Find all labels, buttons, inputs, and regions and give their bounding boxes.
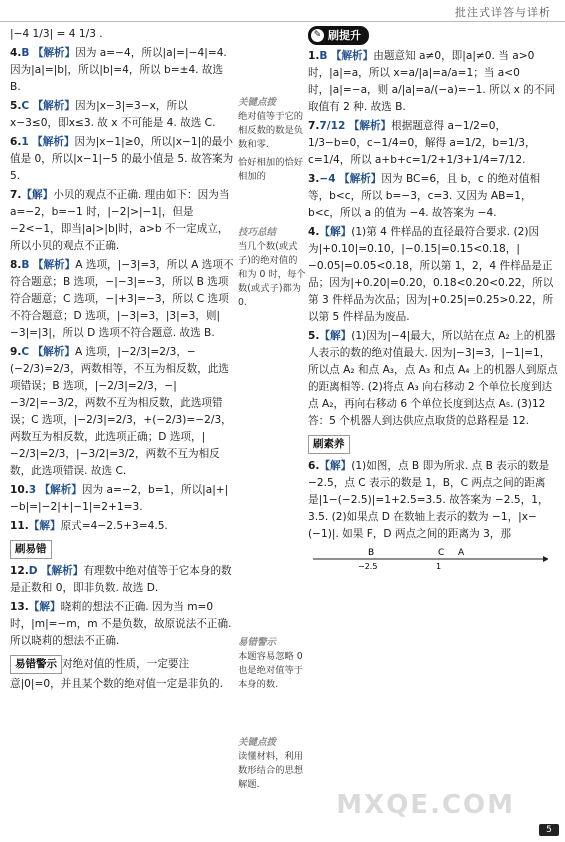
left-item (10, 257, 235, 342)
item-text: (1)第 4 件样品的直径最符合要求. (2)因为|+0.10|=0.10，|−0.15|=0.15<0.18，|−0.05|=0.05<0.18，所以第 1，2，4 件样品是正品；因为|+0.20|=0.20，0.18<0.20<0.22，所以第 3 件样品为次品；因为|+0.25|=0.25>0.22，所以第 5 件样品为废品. (308, 226, 554, 323)
item-tag: 【解】 (319, 460, 352, 472)
right-item (308, 171, 558, 222)
item-tag: 【解】 (319, 330, 352, 342)
item-text: 因为|x−3|=3−x，所以 x−3≤0，即x≤3. 故 x 不可能是 4. 故选 C. (10, 100, 216, 129)
item-number: 4. (10, 47, 22, 59)
item-tag: 【解析】 (39, 484, 82, 496)
item-tag: 【解析】 (32, 259, 76, 271)
left-item (10, 187, 235, 255)
badge-label: 刷提升 (328, 29, 361, 42)
right-item (308, 328, 558, 430)
item-number: 1. (308, 50, 320, 62)
item-tag: 【解】 (319, 226, 352, 238)
item-number: 12. (10, 565, 29, 577)
item-tag: 【解析】 (330, 50, 374, 62)
item-answer: C (21, 100, 30, 112)
right-column (308, 26, 558, 575)
margin-note (238, 736, 306, 792)
section-heading: 刷素养 (308, 435, 350, 454)
left-item (10, 482, 235, 516)
note-body: 当几个数(或式子)的绝对值的和为 0 时，每个数(或式子)都为 0. (238, 241, 306, 308)
item-text: 因为 a=−4，所以|a|=|−4|=4. 因为|a|=|b|，所以|b|=4，所以 b=±4. 故选 B. (10, 47, 227, 93)
watermark: MXQE.COM (336, 790, 515, 820)
section-heading: 刷易错 (10, 540, 52, 559)
number-line-label-c: C (438, 548, 445, 558)
item-text: 因为 BC=6，且 b，c 的绝对值相等，b<c，所以 b=−3，c=3. 又因为 AB=1，b<c，所以 a 的值为 −4. 故答案为 −4. (308, 173, 541, 219)
item-tag: 【解析】 (348, 120, 392, 132)
note-body: 恰好相加的恰好相加的 (238, 157, 304, 182)
item-text: 因为|x−1|≥0，所以|x−1|的最小值是 0，所以|x−1|−5 的最小值是 5. 故答案为 5. (10, 136, 234, 182)
item-text: 因为 a=−2，b=1，所以|a|+|−b|=|−2|+|−1|=2+1=3. (10, 484, 229, 513)
page-number: 5 (539, 824, 559, 836)
item-text: 晓莉的想法不正确. 因为当 m=0 时，|m|=−m，m 不是负数，故原说法不正确. 所以晓莉的想法不正确. (10, 601, 232, 647)
item-tag: 【解析】 (32, 100, 75, 112)
item-number: 8. (10, 259, 22, 271)
item-number: 5. (10, 100, 22, 112)
item-tag: 【解析】 (40, 565, 84, 577)
page-header (0, 0, 565, 22)
item-text: 有理数中绝对值等于它本身的数是正数和 0，即非负数. 故选 D. (10, 565, 232, 594)
item-tag: 【解】 (28, 520, 61, 532)
item-number: 6. (308, 460, 320, 472)
item-number: 7. (10, 189, 22, 201)
item-tag: 【解析】 (32, 136, 75, 148)
item-text: A 选项，|−2/3|=2/3，−(−2/3)=2/3，两数相等，不互为相反数，此选项错误；B 选项，|−2/3|=2/3，−|−3/2|=−3/2，两数不互为相反数，此选项错误；C 选项，|−2/3|=2/3，+(−2/3)=−2/3，两数互为相反数，此选项正确；D 选项，|−2/3|=2/3，|−3/2|=3/2，两数不互为相反数，此选项错误. 故选 C. (10, 346, 232, 477)
item-answer: B (21, 259, 30, 271)
item-tag: 【解】 (28, 601, 61, 613)
item-text: 根据题意得 a−1/2=0，1/3−b=0，c−1/4=0，解得 a=1/2，b=1/3，c=1/4，所以 a+b+c=1/2+1/3+1/4=7/12. (308, 120, 536, 166)
left-column (10, 26, 235, 695)
note-heading: 技巧总结 (238, 227, 277, 238)
number-line-tick-1: 1 (436, 562, 442, 569)
right-item (308, 224, 558, 326)
item-answer: −4 (319, 173, 336, 185)
margin-note (238, 156, 306, 184)
item-tag: 【解析】 (32, 346, 75, 358)
header-rule (0, 21, 565, 22)
header-title: 批注式详答与详析 (455, 6, 551, 19)
margin-note (238, 636, 306, 692)
number-line-label-b: B (368, 548, 375, 558)
item-number: 5. (308, 330, 320, 342)
left-item (10, 563, 235, 597)
right-item (308, 48, 558, 116)
note-heading: 易错警示 (238, 637, 277, 648)
left-item (10, 344, 235, 480)
item-text: A 选项，|−3|=3，所以 A 选项不符合题意；B 选项，−|−3|=−3，所以 B 选项符合题意；C 选项，−|+3|=−3，所以 C 选项不符合题意；D 选项，|−3|=3，|3|=3，则|−3|=|3|，所以 D 选项不符合题意. 故选 B. (10, 259, 234, 339)
left-item (10, 26, 235, 43)
left-item (10, 98, 235, 132)
item-number: 7. (308, 120, 320, 132)
item-text: (1)因为|−4|最大，所以站在点 A₂ 上的机器人表示的数的绝对值最大. 因为|−3|=3，|−1|=1，所以点 A₂ 和点 A₃，点 A₃ 和点 A₄ 上的机器人到原点的距离相等. (2)将点 A₃ 向右移动 2 个单位长度到达点 A₂，再向右移动 6 个单位长度到达点 A₅. (3)12 答：5 个机器人到达供应点取货的总路程是 12. (308, 330, 558, 427)
right-items (308, 48, 558, 543)
right-item (308, 458, 558, 543)
left-item (10, 518, 235, 535)
item-number: 10. (10, 484, 29, 496)
left-item (10, 652, 235, 693)
item-number: 11. (10, 520, 29, 532)
item-answer: 3 (28, 484, 37, 496)
note-body: 绝对值等于它的相反数的数是负数和零. (238, 111, 304, 150)
item-text: 由题意知 a≠0，即|a|≠0. 当 a>0 时，|a|=a，所以 x=a/|a|=a/a=1；当 a<0 时，|a|=−a，则 a/|a|=a/(−a)=−1. 所以 x 的不同取值有 2 种. 故选 B. (308, 50, 556, 113)
right-item (308, 432, 558, 456)
item-text: |−4 1/3| = 4 1/3 . (10, 28, 103, 40)
item-answer: C (21, 346, 30, 358)
item-text: 小贝的观点不正确. 理由如下：因为当 a=−2，b=−1 时，|−2|>|−1|，但是 −2<−1，即当|a|>|b|时，a>b 不一定成立，所以小贝的观点不正确. (10, 189, 230, 252)
item-text: 对绝对值的性质，一定要注意|0|=0，并且某个数的绝对值一定是非负的. (10, 658, 223, 690)
item-answer: B (319, 50, 328, 62)
margin-note (238, 226, 306, 310)
section-heading: 易错警示 (10, 655, 62, 674)
item-answer: B (21, 47, 30, 59)
left-item (10, 45, 235, 96)
item-tag: 【解】 (21, 189, 54, 201)
left-item (10, 599, 235, 650)
item-number: 9. (10, 346, 22, 358)
item-answer: 7/12 (319, 120, 346, 132)
item-text: (1)如图，点 B 即为所求. 点 B 表示的数是 −2.5，点 C 表示的数是 1，B，C 两点之间的距离是|1−(−2.5)|=1+2.5=3.5. 故答案为 −2.5，1，3.5. (2)如果点 D 在数轴上表示的数为 −1，|x−(−1)|. 如果 F，D 两点之间的距离为 3，那 (308, 460, 550, 540)
item-answer: 1 (21, 136, 29, 148)
item-number: 13. (10, 601, 29, 613)
margin-note (238, 96, 306, 152)
section-badge-improve (308, 26, 369, 45)
right-item (308, 118, 558, 169)
item-answer: D (28, 565, 38, 577)
left-item (10, 537, 235, 561)
note-body: 读懂材料，利用数形结合的思想解题. (238, 751, 304, 790)
number-line-tick-neg2-5: −2.5 (358, 562, 378, 569)
number-line-label-a: A (458, 548, 465, 558)
item-tag: 【解析】 (339, 173, 382, 185)
item-tag: 【解析】 (32, 47, 76, 59)
left-item (10, 134, 235, 185)
item-text: 原式=4−2.5+3=4.5. (60, 520, 168, 532)
note-body: 本题容易忽略 0 也是绝对值等于本身的数. (238, 651, 304, 690)
pencil-icon: ✎ (311, 29, 324, 42)
number-line-figure (308, 545, 548, 569)
item-number: 6. (10, 136, 22, 148)
note-heading: 关键点拨 (238, 97, 277, 108)
item-number: 4. (308, 226, 320, 238)
item-number: 3. (308, 173, 320, 185)
note-heading: 关键点拨 (238, 737, 277, 748)
